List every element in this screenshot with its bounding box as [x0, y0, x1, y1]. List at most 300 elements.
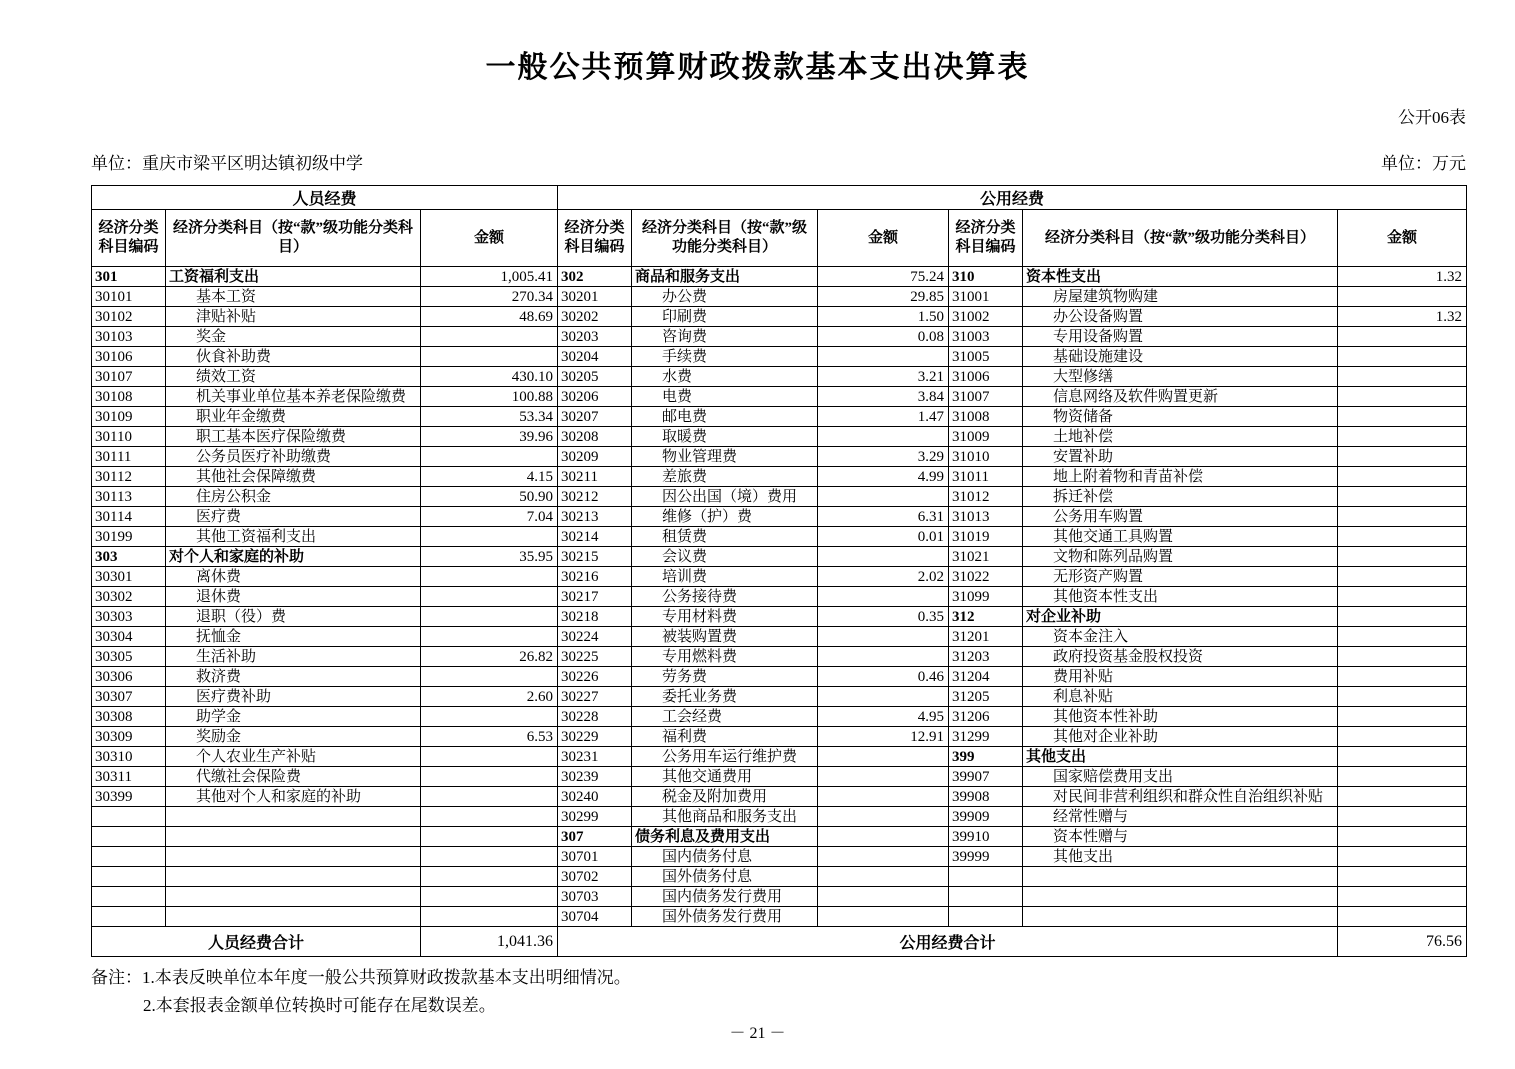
amount-cell — [421, 587, 558, 607]
table-row — [92, 487, 1467, 507]
table-row — [92, 847, 1467, 867]
code-cell: 39999 — [949, 847, 1023, 867]
amount-cell — [818, 587, 949, 607]
amount-cell — [1338, 667, 1467, 687]
code-cell: 30229 — [558, 727, 632, 747]
code-cell: 30309 — [92, 727, 166, 747]
amount-cell: 0.46 — [818, 667, 949, 687]
subject-cell: 专用燃料费 — [632, 647, 818, 667]
amount-cell — [421, 327, 558, 347]
amount-cell — [818, 907, 949, 927]
code-cell: 30301 — [92, 567, 166, 587]
subject-cell: 助学金 — [166, 707, 421, 727]
subject-cell: 机关事业单位基本养老保险缴费 — [166, 387, 421, 407]
amount-cell: 50.90 — [421, 487, 558, 507]
subject-cell — [1023, 867, 1338, 887]
amount-cell — [421, 867, 558, 887]
amount-cell — [421, 527, 558, 547]
subject-cell: 利息补贴 — [1023, 687, 1338, 707]
code-cell: 30225 — [558, 647, 632, 667]
table-row — [92, 327, 1467, 347]
amount-cell — [1338, 587, 1467, 607]
subject-cell: 取暖费 — [632, 427, 818, 447]
table-row — [92, 827, 1467, 847]
subject-cell: 手续费 — [632, 347, 818, 367]
amount-cell — [421, 607, 558, 627]
amount-cell — [421, 627, 558, 647]
table-row — [92, 707, 1467, 727]
subject-cell: 生活补助 — [166, 647, 421, 667]
code-cell: 30311 — [92, 767, 166, 787]
amount-cell — [818, 427, 949, 447]
code-cell: 30102 — [92, 307, 166, 327]
amount-cell — [1338, 387, 1467, 407]
amount-cell — [421, 767, 558, 787]
amount-cell — [818, 847, 949, 867]
table-row — [92, 627, 1467, 647]
subject-cell: 奖金 — [166, 327, 421, 347]
code-cell: 30203 — [558, 327, 632, 347]
column-header-row — [92, 210, 1467, 267]
amount-cell — [1338, 647, 1467, 667]
subject-cell: 专用材料费 — [632, 607, 818, 627]
amount-cell — [1338, 727, 1467, 747]
public-total-amount: 76.56 — [1338, 927, 1467, 957]
subject-cell: 资本性赠与 — [1023, 827, 1338, 847]
subject-cell: 国家赔偿费用支出 — [1023, 767, 1338, 787]
subject-cell: 债务利息及费用支出 — [632, 827, 818, 847]
amount-cell — [1338, 707, 1467, 727]
amount-cell — [818, 627, 949, 647]
col-header-code-1: 经济分类科目编码 — [92, 210, 166, 267]
table-row — [92, 807, 1467, 827]
code-cell: 31299 — [949, 727, 1023, 747]
amount-cell: 0.08 — [818, 327, 949, 347]
subject-cell: 因公出国（境）费用 — [632, 487, 818, 507]
code-cell: 307 — [558, 827, 632, 847]
subject-cell: 其他资本性补助 — [1023, 707, 1338, 727]
amount-cell: 3.21 — [818, 367, 949, 387]
subject-cell: 其他交通工具购置 — [1023, 527, 1338, 547]
code-cell: 30224 — [558, 627, 632, 647]
amount-cell — [1338, 867, 1467, 887]
code-cell: 30201 — [558, 287, 632, 307]
table-row — [92, 347, 1467, 367]
unit-row — [91, 149, 1466, 174]
amount-cell — [1338, 767, 1467, 787]
code-cell: 31006 — [949, 367, 1023, 387]
subject-cell: 其他工资福利支出 — [166, 527, 421, 547]
subject-cell: 信息网络及软件购置更新 — [1023, 387, 1338, 407]
amount-cell: 430.10 — [421, 367, 558, 387]
code-cell: 30702 — [558, 867, 632, 887]
expenditure-table — [91, 185, 1467, 957]
code-cell: 30106 — [92, 347, 166, 367]
subject-cell: 基本工资 — [166, 287, 421, 307]
code-cell: 30204 — [558, 347, 632, 367]
subject-cell: 职工基本医疗保险缴费 — [166, 427, 421, 447]
subject-cell: 基础设施建设 — [1023, 347, 1338, 367]
code-cell — [949, 907, 1023, 927]
code-cell: 31001 — [949, 287, 1023, 307]
subject-cell: 绩效工资 — [166, 367, 421, 387]
subject-cell: 物资储备 — [1023, 407, 1338, 427]
subject-cell — [166, 827, 421, 847]
amount-cell: 270.34 — [421, 287, 558, 307]
amount-cell — [818, 487, 949, 507]
code-cell: 30703 — [558, 887, 632, 907]
subject-cell: 费用补贴 — [1023, 667, 1338, 687]
table-row — [92, 547, 1467, 567]
amount-cell — [421, 447, 558, 467]
public-total-label: 公用经费合计 — [558, 927, 1338, 957]
code-cell — [92, 847, 166, 867]
code-cell: 30209 — [558, 447, 632, 467]
subject-cell: 会议费 — [632, 547, 818, 567]
code-cell: 30112 — [92, 467, 166, 487]
amount-cell — [421, 827, 558, 847]
code-cell: 312 — [949, 607, 1023, 627]
amount-cell — [818, 867, 949, 887]
table-row — [92, 267, 1467, 287]
subject-cell: 邮电费 — [632, 407, 818, 427]
table-row — [92, 387, 1467, 407]
code-cell: 301 — [92, 267, 166, 287]
table-row — [92, 467, 1467, 487]
subject-cell: 被装购置费 — [632, 627, 818, 647]
subject-cell: 地上附着物和青苗补偿 — [1023, 467, 1338, 487]
code-cell: 39909 — [949, 807, 1023, 827]
code-cell: 30111 — [92, 447, 166, 467]
amount-cell — [421, 747, 558, 767]
code-cell — [92, 907, 166, 927]
code-cell: 310 — [949, 267, 1023, 287]
code-cell: 31203 — [949, 647, 1023, 667]
code-cell: 30208 — [558, 427, 632, 447]
amount-cell — [421, 847, 558, 867]
code-cell: 30211 — [558, 467, 632, 487]
subject-cell: 公务接待费 — [632, 587, 818, 607]
table-row — [92, 367, 1467, 387]
amount-cell: 26.82 — [421, 647, 558, 667]
amount-cell — [818, 547, 949, 567]
total-row — [92, 927, 1467, 957]
subject-cell: 职业年金缴费 — [166, 407, 421, 427]
table-row — [92, 507, 1467, 527]
code-cell: 30308 — [92, 707, 166, 727]
code-cell: 30110 — [92, 427, 166, 447]
amount-cell — [1338, 847, 1467, 867]
code-cell: 30101 — [92, 287, 166, 307]
code-cell: 39908 — [949, 787, 1023, 807]
table-row — [92, 287, 1467, 307]
amount-cell — [818, 807, 949, 827]
code-cell: 31206 — [949, 707, 1023, 727]
amount-cell — [818, 787, 949, 807]
table-row — [92, 667, 1467, 687]
code-cell: 30304 — [92, 627, 166, 647]
subject-cell: 医疗费补助 — [166, 687, 421, 707]
code-cell: 30212 — [558, 487, 632, 507]
table-row — [92, 447, 1467, 467]
subject-cell: 培训费 — [632, 567, 818, 587]
subject-cell: 房屋建筑物购建 — [1023, 287, 1338, 307]
subject-cell: 国内债务付息 — [632, 847, 818, 867]
amount-cell — [818, 767, 949, 787]
subject-cell: 劳务费 — [632, 667, 818, 687]
subject-cell: 公务用车运行维护费 — [632, 747, 818, 767]
personnel-total-label: 人员经费合计 — [92, 927, 421, 957]
subject-cell: 公务员医疗补助缴费 — [166, 447, 421, 467]
subject-cell: 政府投资基金股权投资 — [1023, 647, 1338, 667]
subject-cell: 税金及附加费用 — [632, 787, 818, 807]
code-cell: 30701 — [558, 847, 632, 867]
amount-cell — [1338, 347, 1467, 367]
amount-cell: 75.24 — [818, 267, 949, 287]
col-header-amount-2: 金额 — [818, 210, 949, 267]
subject-cell: 抚恤金 — [166, 627, 421, 647]
code-cell: 31008 — [949, 407, 1023, 427]
amount-cell: 1.32 — [1338, 267, 1467, 287]
amount-cell — [1338, 327, 1467, 347]
subject-cell: 印刷费 — [632, 307, 818, 327]
amount-cell: 1.47 — [818, 407, 949, 427]
subject-cell: 物业管理费 — [632, 447, 818, 467]
code-cell — [92, 867, 166, 887]
amount-cell — [421, 907, 558, 927]
form-number: 公开06表 — [1398, 108, 1466, 127]
code-cell: 30310 — [92, 747, 166, 767]
subject-cell: 其他支出 — [1023, 747, 1338, 767]
amount-cell — [1338, 487, 1467, 507]
col-header-subject-2: 经济分类科目（按“款”级功能分类科目） — [632, 210, 818, 267]
col-header-subject-1: 经济分类科目（按“款”级功能分类科目） — [166, 210, 421, 267]
amount-cell — [818, 887, 949, 907]
subject-cell: 津贴补贴 — [166, 307, 421, 327]
code-cell: 30205 — [558, 367, 632, 387]
amount-cell — [1338, 367, 1467, 387]
subject-cell: 奖励金 — [166, 727, 421, 747]
table-row — [92, 867, 1467, 887]
table-row — [92, 887, 1467, 907]
personnel-total-amount: 1,041.36 — [421, 927, 558, 957]
code-cell: 30299 — [558, 807, 632, 827]
code-cell: 30240 — [558, 787, 632, 807]
amount-cell: 1,005.41 — [421, 267, 558, 287]
code-cell: 31003 — [949, 327, 1023, 347]
subject-cell: 办公设备购置 — [1023, 307, 1338, 327]
amount-cell — [1338, 807, 1467, 827]
subject-cell: 经常性赠与 — [1023, 807, 1338, 827]
amount-cell — [1338, 887, 1467, 907]
amount-cell — [818, 347, 949, 367]
code-cell: 31022 — [949, 567, 1023, 587]
amount-cell: 39.96 — [421, 427, 558, 447]
table-row — [92, 647, 1467, 667]
amount-cell — [1338, 687, 1467, 707]
code-cell: 31007 — [949, 387, 1023, 407]
code-cell: 31002 — [949, 307, 1023, 327]
amount-cell — [421, 667, 558, 687]
col-header-code-2: 经济分类科目编码 — [558, 210, 632, 267]
table-row — [92, 727, 1467, 747]
amount-cell — [1338, 567, 1467, 587]
code-cell: 399 — [949, 747, 1023, 767]
amount-cell: 48.69 — [421, 307, 558, 327]
code-cell: 30305 — [92, 647, 166, 667]
code-cell: 31099 — [949, 587, 1023, 607]
code-cell: 30218 — [558, 607, 632, 627]
code-cell: 30199 — [92, 527, 166, 547]
code-cell — [92, 887, 166, 907]
amount-cell — [1338, 787, 1467, 807]
subject-cell: 大型修缮 — [1023, 367, 1338, 387]
amount-cell — [421, 567, 558, 587]
code-cell: 31205 — [949, 687, 1023, 707]
subject-cell: 其他社会保障缴费 — [166, 467, 421, 487]
amount-cell: 1.32 — [1338, 307, 1467, 327]
subject-cell: 对民间非营利组织和群众性自治组织补贴 — [1023, 787, 1338, 807]
amount-cell — [1338, 907, 1467, 927]
code-cell: 31012 — [949, 487, 1023, 507]
subject-cell: 资本金注入 — [1023, 627, 1338, 647]
code-cell: 30109 — [92, 407, 166, 427]
code-cell: 30303 — [92, 607, 166, 627]
subject-cell: 租赁费 — [632, 527, 818, 547]
code-cell — [92, 827, 166, 847]
subject-cell: 其他支出 — [1023, 847, 1338, 867]
amount-cell — [421, 887, 558, 907]
subject-cell: 水费 — [632, 367, 818, 387]
amount-cell — [1338, 467, 1467, 487]
code-cell: 30307 — [92, 687, 166, 707]
code-cell: 30103 — [92, 327, 166, 347]
amount-cell — [1338, 747, 1467, 767]
amount-cell: 4.15 — [421, 467, 558, 487]
amount-cell: 2.02 — [818, 567, 949, 587]
subject-cell: 国内债务发行费用 — [632, 887, 818, 907]
amount-cell: 1.50 — [818, 307, 949, 327]
table-row — [92, 747, 1467, 767]
amount-cell — [1338, 287, 1467, 307]
code-cell: 30704 — [558, 907, 632, 927]
code-cell: 303 — [92, 547, 166, 567]
code-cell: 31019 — [949, 527, 1023, 547]
amount-cell: 0.01 — [818, 527, 949, 547]
subject-cell: 咨询费 — [632, 327, 818, 347]
table-body — [92, 267, 1467, 927]
subject-cell: 专用设备购置 — [1023, 327, 1338, 347]
table-row — [92, 787, 1467, 807]
subject-cell: 医疗费 — [166, 507, 421, 527]
subject-cell: 国外债务发行费用 — [632, 907, 818, 927]
amount-cell: 0.35 — [818, 607, 949, 627]
subject-cell: 对企业补助 — [1023, 607, 1338, 627]
table-row — [92, 767, 1467, 787]
subject-cell — [1023, 907, 1338, 927]
code-cell: 30107 — [92, 367, 166, 387]
amount-cell — [818, 647, 949, 667]
code-cell: 30216 — [558, 567, 632, 587]
amount-cell — [1338, 627, 1467, 647]
code-cell: 30113 — [92, 487, 166, 507]
code-cell: 31201 — [949, 627, 1023, 647]
code-cell: 302 — [558, 267, 632, 287]
subject-cell — [166, 867, 421, 887]
subject-cell: 个人农业生产补贴 — [166, 747, 421, 767]
code-cell: 31013 — [949, 507, 1023, 527]
subject-cell — [1023, 887, 1338, 907]
code-cell: 30306 — [92, 667, 166, 687]
col-header-amount-1: 金额 — [421, 210, 558, 267]
col-header-amount-3: 金额 — [1338, 210, 1467, 267]
subject-cell — [166, 847, 421, 867]
page-title: 一般公共预算财政拨款基本支出决算表 — [485, 51, 1030, 84]
amount-cell: 4.99 — [818, 467, 949, 487]
col-header-code-3: 经济分类科目编码 — [949, 210, 1023, 267]
amount-cell: 12.91 — [818, 727, 949, 747]
code-cell: 31204 — [949, 667, 1023, 687]
subject-cell: 救济费 — [166, 667, 421, 687]
code-cell: 31021 — [949, 547, 1023, 567]
amount-cell — [421, 707, 558, 727]
table-row — [92, 527, 1467, 547]
subject-cell: 离休费 — [166, 567, 421, 587]
table-row — [92, 687, 1467, 707]
subject-cell: 差旅费 — [632, 467, 818, 487]
subject-cell: 拆迁补偿 — [1023, 487, 1338, 507]
group-header-personnel: 人员经费 — [92, 186, 558, 210]
amount-cell — [1338, 507, 1467, 527]
code-cell: 31009 — [949, 427, 1023, 447]
subject-cell: 文物和陈列品购置 — [1023, 547, 1338, 567]
subject-cell: 国外债务付息 — [632, 867, 818, 887]
amount-cell — [818, 747, 949, 767]
code-cell: 30228 — [558, 707, 632, 727]
subject-cell: 其他资本性支出 — [1023, 587, 1338, 607]
sheet — [91, 103, 1466, 1020]
group-header-public: 公用经费 — [558, 186, 1467, 210]
code-cell: 30114 — [92, 507, 166, 527]
subject-cell: 土地补偿 — [1023, 427, 1338, 447]
subject-cell: 对个人和家庭的补助 — [166, 547, 421, 567]
table-row — [92, 587, 1467, 607]
amount-cell: 3.84 — [818, 387, 949, 407]
table-row — [92, 407, 1467, 427]
subject-cell: 其他对个人和家庭的补助 — [166, 787, 421, 807]
code-cell: 30202 — [558, 307, 632, 327]
subject-cell: 伙食补助费 — [166, 347, 421, 367]
group-header-row — [92, 186, 1467, 210]
code-cell: 31011 — [949, 467, 1023, 487]
amount-cell: 35.95 — [421, 547, 558, 567]
code-cell — [949, 887, 1023, 907]
amount-cell: 53.34 — [421, 407, 558, 427]
amount-cell: 6.31 — [818, 507, 949, 527]
code-cell — [92, 807, 166, 827]
subject-cell: 维修（护）费 — [632, 507, 818, 527]
code-cell: 30217 — [558, 587, 632, 607]
subject-cell: 办公费 — [632, 287, 818, 307]
unit-of-measure: 单位：万元 — [1381, 154, 1466, 173]
amount-cell — [421, 347, 558, 367]
code-cell: 30227 — [558, 687, 632, 707]
amount-cell: 6.53 — [421, 727, 558, 747]
code-cell: 30231 — [558, 747, 632, 767]
code-cell: 39907 — [949, 767, 1023, 787]
amount-cell: 3.29 — [818, 447, 949, 467]
unit-name: 单位：重庆市梁平区明达镇初级中学 — [91, 154, 363, 173]
